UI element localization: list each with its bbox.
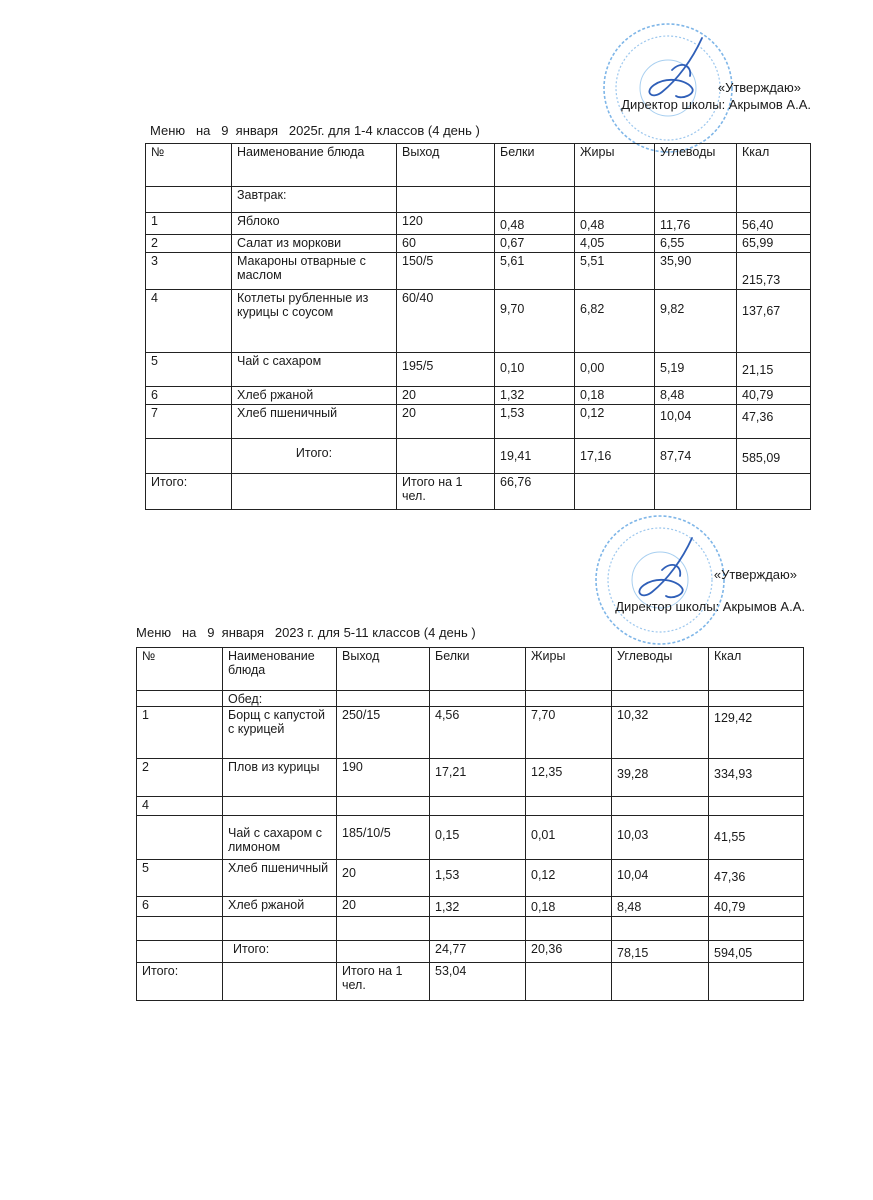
total-row: Итого: 19,41 17,16 87,74 585,09	[146, 439, 811, 474]
table-row: 1 Яблоко 120 0,48 0,48 11,76 56,40	[146, 213, 811, 235]
col-header: Наименование блюда	[223, 648, 337, 691]
col-header: Ккал	[737, 144, 811, 187]
table-row: 4	[137, 797, 804, 816]
col-header: Выход	[397, 144, 495, 187]
empty-row	[137, 917, 804, 941]
table-row: 4 Котлеты рубленные из курицы с соусом 60/40 9,70 6,82 9,82 137,67	[146, 290, 811, 353]
total-label: Итого:	[223, 941, 337, 963]
director-line-2: Директор школы: Акрымов А.А.	[615, 599, 805, 614]
table-row: 3 Макароны отварные с маслом 150/5 5,61 5,51 35,90 215,73	[146, 253, 811, 290]
total-row: Итого: 24,77 20,36 78,15 594,05	[137, 941, 804, 963]
col-header: Жиры	[575, 144, 655, 187]
col-header: Углеводы	[612, 648, 709, 691]
approve-label-1: «Утверждаю»	[717, 80, 801, 95]
section-label: Обед:	[223, 691, 337, 707]
director-signature-2	[622, 530, 722, 610]
col-header: Углеводы	[655, 144, 737, 187]
menu-title-1: Меню на 9 января 2025г. для 1-4 классов (4 день )	[150, 123, 480, 138]
table-row: 2 Плов из курицы 190 17,21 12,35 39,28 334,93	[137, 759, 804, 797]
per-person-row: Итого: Итого на 1 чел. 66,76	[146, 474, 811, 510]
menu-table-1	[145, 143, 811, 510]
table-row: Чай с сахаром с лимоном 185/10/5 0,15 0,01 10,03 41,55	[137, 816, 804, 860]
table-row: 7 Хлеб пшеничный 20 1,53 0,12 10,04 47,36	[146, 405, 811, 439]
table-row: 2 Салат из моркови 60 0,67 4,05 6,55 65,99	[146, 235, 811, 253]
table-row: 6 Хлеб ржаной 20 1,32 0,18 8,48 40,79	[146, 387, 811, 405]
menu-table-2	[136, 647, 804, 1001]
total-label: Итого:	[232, 439, 397, 474]
col-header: Белки	[495, 144, 575, 187]
col-header: №	[146, 144, 232, 187]
per-person-row: Итого: Итого на 1 чел. 53,04	[137, 963, 804, 1001]
director-line-1: Директор школы: Акрымов А.А.	[621, 97, 811, 112]
section-row	[146, 187, 811, 213]
col-header: Наименование блюда	[232, 144, 397, 187]
col-header: Выход	[337, 648, 430, 691]
table-row: 1 Борщ с капустой с курицей 250/15 4,56 7,70 10,32 129,42	[137, 707, 804, 759]
col-header: №	[137, 648, 223, 691]
table-header-row	[137, 648, 804, 691]
table-row: 5 Хлеб пшеничный 20 1,53 0,12 10,04 47,36	[137, 860, 804, 897]
menu-title-2: Меню на 9 января 2023 г. для 5-11 классов (4 день )	[136, 625, 476, 640]
table-header-row	[146, 144, 811, 187]
col-header: Белки	[430, 648, 526, 691]
section-label: Завтрак:	[232, 187, 397, 213]
approve-label-2: «Утверждаю»	[713, 567, 797, 582]
table-row: 5 Чай с сахаром 195/5 0,10 0,00 5,19 21,15	[146, 353, 811, 387]
section-row	[137, 691, 804, 707]
table-row: 6 Хлеб ржаной 20 1,32 0,18 8,48 40,79	[137, 897, 804, 917]
col-header: Жиры	[526, 648, 612, 691]
col-header: Ккал	[709, 648, 804, 691]
